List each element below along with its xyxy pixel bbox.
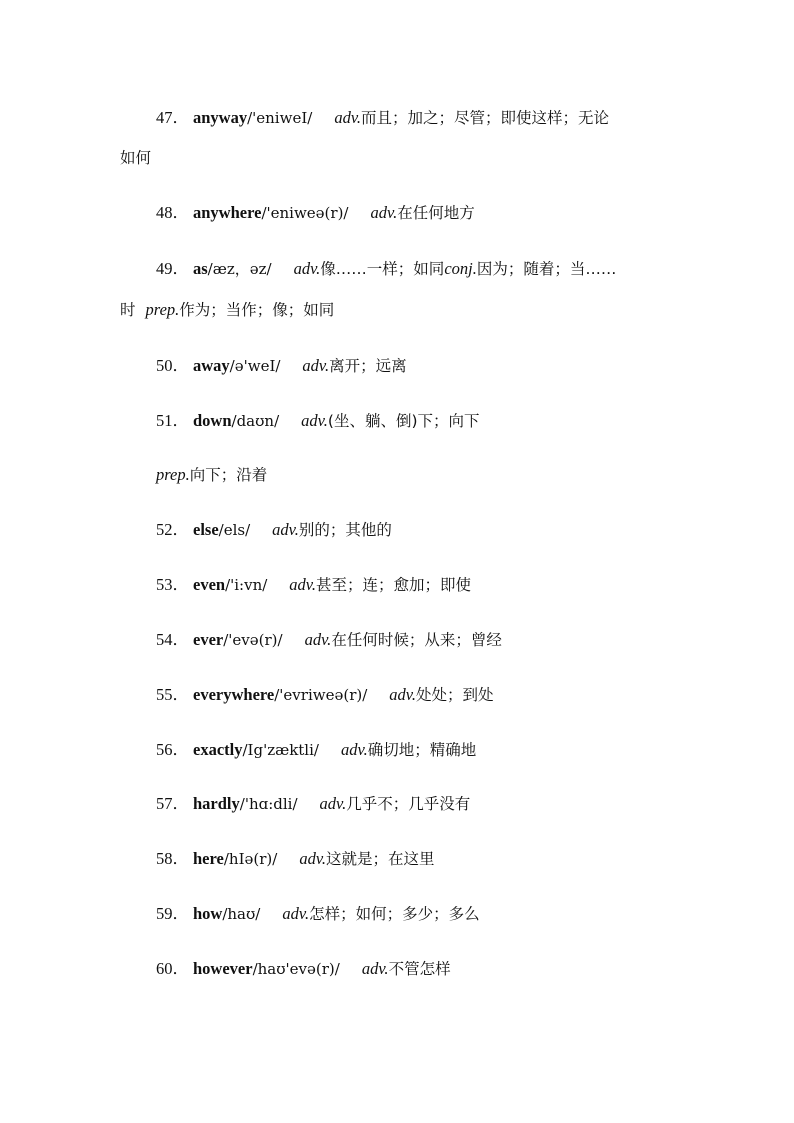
entry-number: 58． [156, 849, 189, 868]
entry-word: anywhere [193, 203, 262, 222]
entry-definition-2: 因为；随着；当…… [476, 260, 617, 278]
entry-definition: 在任何时候；从来；曾经 [331, 631, 502, 649]
entry-definition: 离开；远离 [329, 357, 407, 375]
entry-definition: 别的；其他的 [298, 521, 392, 539]
entry-word: away [193, 356, 230, 375]
entry-phonetic: /'evə(r)/ [223, 631, 283, 649]
entry-number: 59． [156, 904, 189, 923]
entry-pos: adv. [293, 259, 321, 278]
entry-definition: 不管怎样 [388, 960, 451, 978]
entry-58 [156, 847, 716, 871]
entry-pos: adv. [334, 108, 362, 127]
entry-number: 60． [156, 959, 189, 978]
entry-47 [156, 106, 716, 130]
entry-phonetic: /ə'weI/ [229, 357, 281, 375]
entry-word: even [193, 575, 226, 594]
entry-pos: adv. [370, 203, 398, 222]
entry-word: anyway [193, 108, 248, 127]
entry-pos-2: prep. [156, 465, 190, 484]
entry-pos: adv. [282, 904, 310, 923]
entry-52 [156, 518, 716, 542]
entry-pos: adv. [272, 520, 299, 539]
entry-word: however [193, 959, 253, 978]
entry-definition-continuation: 如何 [120, 149, 152, 167]
entry-number: 49． [156, 259, 189, 278]
entry-54 [156, 628, 716, 652]
entry-word: hardly [193, 794, 240, 813]
entry-56 [156, 738, 716, 762]
entry-word: ever [193, 630, 224, 649]
entry-number: 51． [156, 411, 189, 430]
entry-47-continuation [120, 146, 680, 170]
entry-phonetic: /æz，əz/ [207, 260, 272, 278]
entry-word: else [193, 520, 219, 539]
entry-definition: 像……一样；如同 [320, 260, 445, 278]
entry-pos: adv. [289, 575, 317, 594]
entry-55 [156, 683, 716, 707]
entry-60 [156, 957, 716, 981]
entry-phonetic: /haʊ'evə(r)/ [252, 960, 340, 978]
entry-pos-3: prep. [145, 300, 180, 319]
entry-phonetic: /'hɑ:dli/ [239, 795, 298, 813]
entry-pos: adv. [340, 740, 368, 759]
entry-number: 50． [156, 356, 189, 375]
entry-word: exactly [193, 740, 243, 759]
entry-word: how [193, 904, 223, 923]
entry-word: down [193, 411, 232, 430]
entry-definition: 在任何地方 [397, 204, 475, 222]
entry-pos: adv. [389, 685, 417, 704]
entry-49 [156, 257, 716, 281]
entry-number: 56． [156, 740, 189, 759]
entry-phonetic: /'evriweə(r)/ [274, 686, 368, 704]
entry-49-continuation [120, 298, 680, 322]
entry-word: everywhere [193, 685, 275, 704]
entry-definition: 甚至；连；愈加；即使 [316, 576, 472, 594]
entry-definition-2: 向下；沿着 [189, 466, 268, 484]
entry-number: 53． [156, 575, 189, 594]
entry-pos: adv. [301, 411, 328, 430]
entry-number: 54． [156, 630, 189, 649]
entry-definition: 而且；加之；尽管；即使这样；无论 [361, 109, 610, 127]
entry-definition: 确切地；精确地 [367, 741, 477, 759]
entry-57 [156, 792, 716, 816]
entry-pos: adv. [319, 794, 347, 813]
entry-word: here [193, 849, 224, 868]
entry-pos: adv. [302, 356, 330, 375]
entry-word: as [193, 259, 208, 278]
entry-phonetic: /'eniweə(r)/ [261, 204, 349, 222]
entry-phonetic: /Ig'zæktli/ [242, 741, 319, 759]
entry-pos: adv. [304, 630, 332, 649]
entry-phonetic: /hIə(r)/ [223, 850, 278, 868]
entry-number: 57． [156, 794, 189, 813]
entry-pos: adv. [299, 849, 327, 868]
entry-51 [156, 409, 716, 433]
entry-phonetic: /daʊn/ [231, 412, 280, 430]
entry-definition: 处处；到处 [416, 686, 494, 704]
entry-48 [156, 201, 716, 225]
entry-59 [156, 902, 716, 926]
entry-number: 47． [156, 108, 189, 127]
entry-definition: (坐、躺、倒)下；向下 [327, 412, 480, 430]
entry-definition: 几乎不；几乎没有 [346, 795, 471, 813]
entry-53 [156, 573, 716, 597]
entry-pos: adv. [361, 959, 389, 978]
entry-phonetic: /els/ [218, 521, 251, 539]
entry-phonetic: /'i:vn/ [225, 576, 268, 594]
entry-definition: 这就是；在这里 [326, 850, 435, 868]
entry-definition-continuation: 时 [120, 301, 136, 319]
entry-number: 48． [156, 203, 189, 222]
entry-phonetic: /'eniweI/ [247, 109, 313, 127]
entry-51-continuation [156, 463, 716, 487]
entry-phonetic: /haʊ/ [222, 905, 261, 923]
entry-number: 55． [156, 685, 189, 704]
entry-pos-2: conj. [444, 259, 477, 278]
entry-definition-3: 作为；当作；像；如同 [179, 301, 335, 319]
entry-50 [156, 354, 716, 378]
entry-definition: 怎样；如何；多少；多么 [309, 905, 480, 923]
entry-number: 52． [156, 520, 189, 539]
